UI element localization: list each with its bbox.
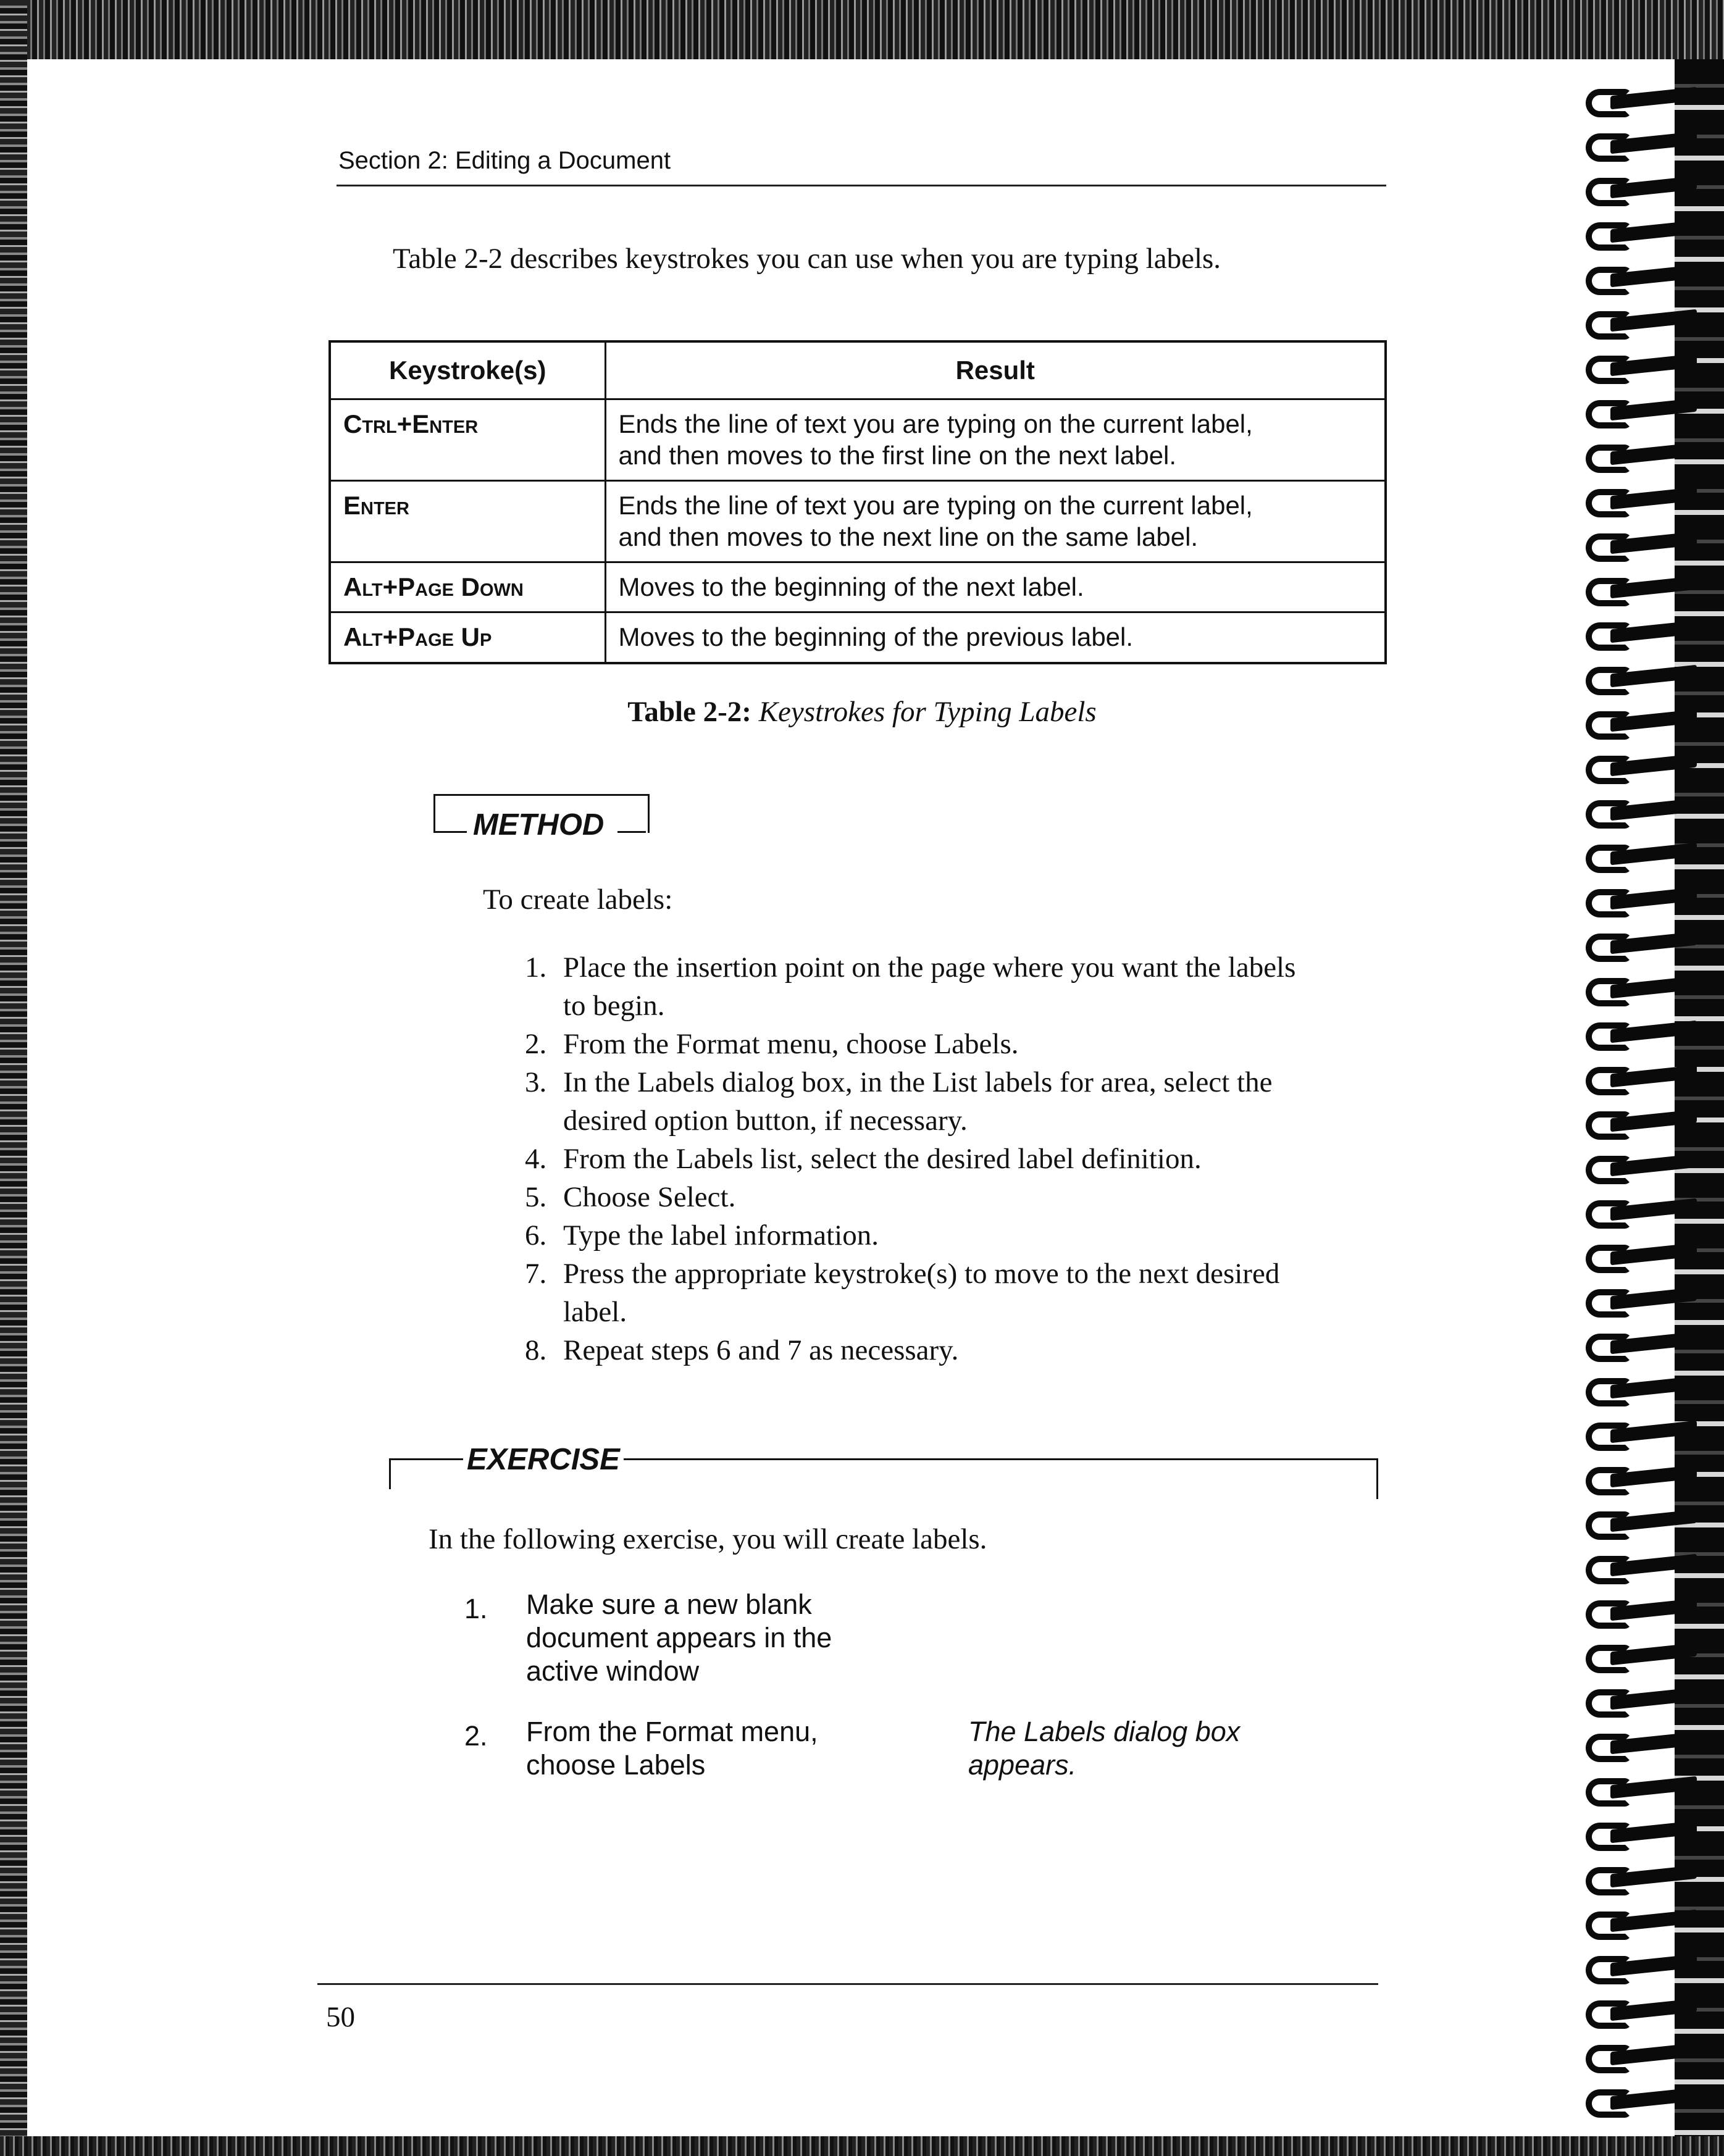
exercise-step-line: Make sure a new blank	[526, 1589, 812, 1620]
header-keystrokes: Keystroke(s)	[330, 341, 605, 399]
step-number: 4.	[525, 1143, 547, 1175]
result-line: Moves to the beginning of the next label.	[618, 572, 1084, 601]
spiral-coil	[1586, 1242, 1697, 1277]
method-step	[525, 1255, 1402, 1331]
spiral-coil	[1586, 2042, 1697, 2077]
keystroke-cell: Alt+Page Down	[330, 562, 605, 612]
spiral-coil	[1586, 86, 1697, 121]
keystroke-cell: Enter	[330, 481, 605, 562]
method-step	[525, 1331, 1402, 1369]
exercise-heading: EXERCISE	[463, 1442, 624, 1477]
spiral-coil	[1586, 1198, 1697, 1232]
table-header-row	[330, 341, 1386, 399]
step-line: desired option button, if necessary.	[563, 1105, 968, 1137]
scan-edge-left	[0, 0, 27, 2156]
step-number: 5.	[525, 1181, 547, 1213]
step-line: to begin.	[563, 990, 665, 1022]
step-line: From the Format menu, choose Labels.	[563, 1028, 1019, 1060]
step-number: 3.	[525, 1066, 547, 1098]
exercise-rule-tick-left	[389, 1458, 391, 1489]
exercise-step-line: active window	[526, 1655, 700, 1687]
method-rule-left	[433, 831, 468, 833]
spiral-coil	[1586, 1064, 1697, 1099]
method-step	[525, 1025, 1402, 1063]
keystroke-cell: Ctrl+Enter	[330, 399, 605, 481]
running-header: Section 2: Editing a Document	[338, 147, 671, 174]
step-line: Choose Select.	[563, 1181, 736, 1213]
spiral-coil	[1586, 753, 1697, 788]
footer-rule	[317, 1983, 1378, 1985]
result-cell	[605, 612, 1386, 663]
spiral-coil	[1586, 575, 1697, 610]
spiral-coil	[1586, 1509, 1697, 1544]
spiral-coil	[1586, 220, 1697, 254]
exercise-step-1	[526, 1588, 832, 1688]
spiral-coil	[1586, 353, 1697, 388]
scan-edge-top	[0, 0, 1724, 59]
method-steps	[525, 948, 1402, 1369]
spiral-coil	[1586, 1464, 1697, 1499]
step-line: In the Labels dialog box, in the List labels for area, select the	[563, 1066, 1273, 1098]
spiral-coil	[1586, 1642, 1697, 1677]
spiral-coil	[1586, 1598, 1697, 1632]
spiral-coil	[1586, 264, 1697, 299]
step-number: 7.	[525, 1258, 547, 1290]
step-number: 6.	[525, 1219, 547, 1251]
step-text	[563, 1331, 958, 1369]
caption-title: Keystrokes for Typing Labels	[758, 696, 1097, 728]
exercise-step-2	[526, 1715, 818, 1782]
exercise-intro: In the following exercise, you will create labels.	[429, 1523, 987, 1555]
step-number: 1.	[525, 951, 547, 984]
step-number: 2.	[525, 1028, 547, 1060]
spiral-coil	[1586, 1420, 1697, 1455]
exercise-step-2-result	[968, 1715, 1240, 1782]
result-line: and then moves to the first line on the next label.	[618, 440, 1177, 470]
table-row	[330, 481, 1386, 562]
table-row	[330, 399, 1386, 481]
result-line: Ends the line of text you are typing on the current label,	[618, 491, 1253, 520]
step-text	[563, 1025, 1019, 1063]
spiral-coil	[1586, 1953, 1697, 1988]
spiral-coil	[1586, 1287, 1697, 1321]
step-text	[563, 1255, 1279, 1331]
spiral-coil	[1586, 1020, 1697, 1055]
spiral-coil	[1586, 531, 1697, 566]
spiral-coil	[1586, 1553, 1697, 1588]
step-line: label.	[563, 1296, 627, 1328]
spiral-coil	[1586, 887, 1697, 921]
spiral-coil	[1586, 131, 1697, 165]
result-cell	[605, 399, 1386, 481]
method-step	[525, 1140, 1402, 1178]
method-step	[525, 1216, 1402, 1255]
caption-label: Table 2-2:	[627, 696, 751, 728]
spiral-coil	[1586, 1331, 1697, 1366]
step-text	[563, 1063, 1273, 1140]
exercise-result-line: appears.	[968, 1749, 1077, 1781]
table-row	[330, 562, 1386, 612]
method-step	[525, 948, 1402, 1025]
spiral-coil	[1586, 620, 1697, 654]
header-result: Result	[605, 341, 1386, 399]
spiral-coil	[1586, 1109, 1697, 1143]
spiral-coil	[1586, 664, 1697, 699]
spiral-coil	[1586, 442, 1697, 477]
exercise-result-line: The Labels dialog box	[968, 1716, 1241, 1747]
spiral-coil	[1586, 798, 1697, 832]
step-line: Press the appropriate keystroke(s) to move to the next desired	[563, 1258, 1280, 1290]
exercise-step-line: document appears in the	[526, 1622, 832, 1653]
spiral-coil	[1586, 1153, 1697, 1188]
spiral-coil	[1586, 1820, 1697, 1855]
spiral-coil	[1586, 487, 1697, 521]
exercise-step-number: 1.	[464, 1593, 488, 1624]
page-number: 50	[326, 2001, 355, 2033]
spiral-coil	[1586, 1909, 1697, 1944]
result-cell	[605, 562, 1386, 612]
intro-paragraph: Table 2-2 describes keystrokes you can use when you are typing labels.	[393, 243, 1221, 275]
header-rule	[337, 185, 1386, 186]
spiral-coil	[1586, 842, 1697, 877]
spiral-coil	[1586, 1865, 1697, 1899]
keystroke-cell: Alt+Page Up	[330, 612, 605, 663]
spiral-coil	[1586, 1687, 1697, 1721]
spiral-coil	[1586, 1376, 1697, 1410]
spiral-coil	[1586, 398, 1697, 432]
spiral-coil	[1586, 175, 1697, 210]
method-step	[525, 1063, 1402, 1140]
spiral-coil	[1586, 1776, 1697, 1810]
method-intro: To create labels:	[483, 884, 673, 916]
exercise-step-number: 2.	[464, 1720, 488, 1752]
step-line: Repeat steps 6 and 7 as necessary.	[563, 1334, 959, 1366]
spiral-coil	[1586, 1731, 1697, 1766]
spiral-coil	[1586, 2087, 1697, 2121]
method-heading: METHOD	[467, 808, 610, 842]
table-row	[330, 612, 1386, 663]
result-cell	[605, 481, 1386, 562]
spiral-coil	[1586, 976, 1697, 1010]
exercise-rule-tick-right	[1376, 1458, 1378, 1499]
spiral-coil	[1586, 931, 1697, 966]
step-line: Place the insertion point on the page where you want the labels	[563, 951, 1296, 984]
method-step	[525, 1178, 1402, 1216]
step-text	[563, 1178, 735, 1216]
step-number: 8.	[525, 1334, 547, 1366]
result-line: Ends the line of text you are typing on the current label,	[618, 409, 1253, 439]
scan-edge-bottom	[0, 2136, 1724, 2156]
step-line: Type the label information.	[563, 1219, 879, 1251]
step-text	[563, 1140, 1202, 1178]
exercise-step-line: From the Format menu,	[526, 1716, 818, 1747]
keystrokes-table	[328, 340, 1387, 664]
step-text	[563, 1216, 879, 1255]
step-text	[563, 948, 1295, 1025]
table-caption	[0, 695, 1724, 729]
spiral-coil	[1586, 309, 1697, 343]
spiral-coil	[1586, 1998, 1697, 2033]
step-line: From the Labels list, select the desired label definition.	[563, 1143, 1202, 1175]
result-line: Moves to the beginning of the previous label.	[618, 622, 1134, 652]
exercise-step-line: choose Labels	[526, 1749, 706, 1781]
method-rule-right	[617, 831, 646, 833]
result-line: and then moves to the next line on the same label.	[618, 522, 1199, 551]
